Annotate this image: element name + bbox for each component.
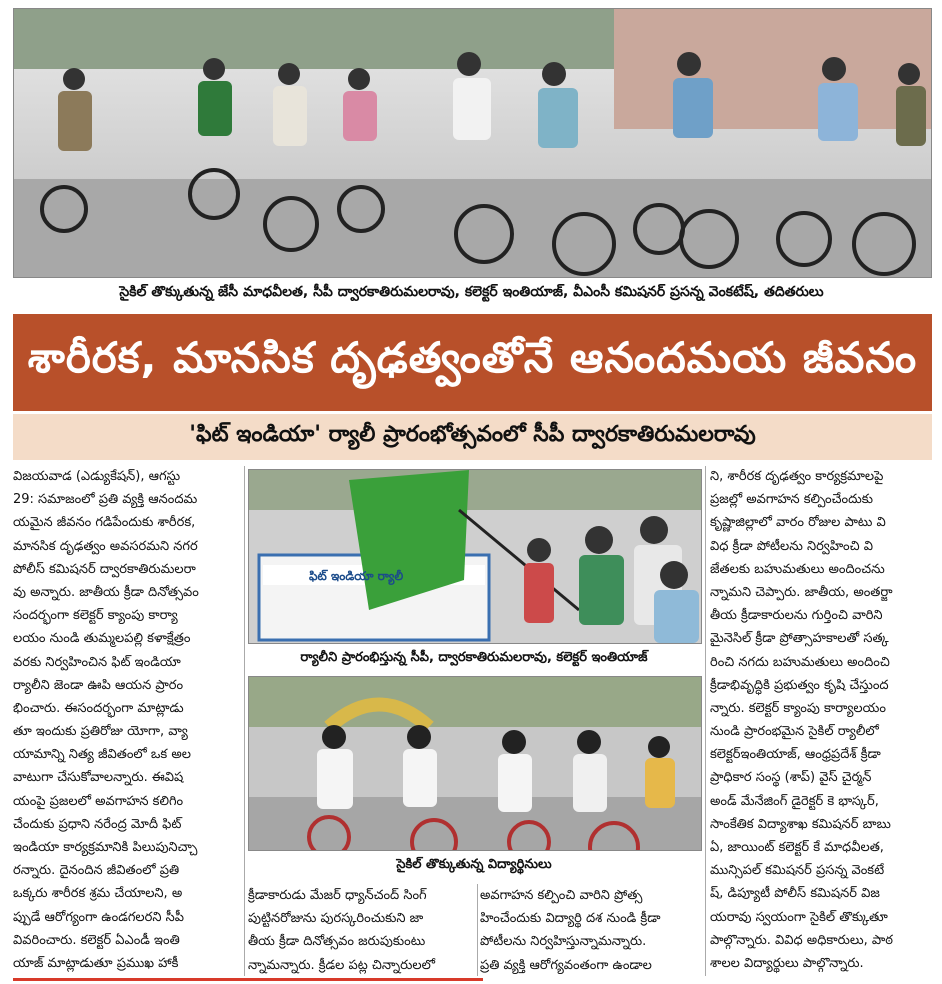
students-cycling-photo xyxy=(248,676,702,851)
article-line: ష్, డిప్యూటీ పోలీస్ కమిషనర్ విజ xyxy=(710,886,880,902)
column-divider xyxy=(477,884,478,976)
article-line: ఏ, జాయింట్ కలెక్టర్ కే మాధవీలత, xyxy=(710,840,884,855)
article-line: భించారు. ఈసందర్భంగా మాట్లాడు xyxy=(13,700,184,716)
article-line: తూ ఇందుకు ప్రతిరోజు యోగా, వ్యా xyxy=(13,724,188,740)
article-line: క్రీడాభివృద్ధికి ప్రభుత్వం కృషి చేస్తుంద xyxy=(710,677,889,693)
article-line: యరావు స్వయంగా సైకిల్ తొక్కుతూ xyxy=(710,909,888,925)
flag-off-banner-text: ఫిట్ ఇండియా ర్యాలీ xyxy=(309,569,404,583)
article-line: వరకు నిర్వహించిన ఫిట్ ఇండియా xyxy=(13,654,181,670)
article-line: క్రీడాకారుడు మేజర్ ధ్యాన్‌చంద్ సింగ్ xyxy=(248,888,427,903)
accent-underline xyxy=(13,978,483,981)
article-line: ని, శారీరక దృఢత్వం కార్యక్రమాలపై xyxy=(710,469,884,484)
article-column-mid-b xyxy=(480,884,702,977)
article-line: విజయవాడ (ఎడ్యుకేషన్), ఆగస్టు xyxy=(13,469,181,484)
article-column-right xyxy=(710,465,932,975)
article-line: పాల్గొన్నారు. వివిధ అధికారులు, పాఠ xyxy=(710,932,893,948)
headline-banner xyxy=(13,314,932,411)
article-line: ఇండియా కార్యక్రమానికి పిలుపునిచ్చా xyxy=(13,840,198,855)
article-line: పోలీస్ కమిషనర్ ద్వారకాతిరుమలరా xyxy=(13,561,196,577)
article-column-left xyxy=(13,465,241,975)
subheadline-band xyxy=(13,414,932,460)
article-line: కృష్ణాజిల్లాలో వారం రోజుల పాటు వి xyxy=(710,515,886,531)
top-photo-caption: సైకిల్ తొక్కుతున్న జేసీ మాధవీలత, సీపీ ద్వారకాతిరుమలరావు, కలెక్టర్ ఇంతియాజ్, వీఎంసీ కమిషనర్ ప్రసన్న వెంకటేష్, తదితరులు xyxy=(119,284,824,300)
article-line: ప్రాధికార సంస్థ (శాప్) వైస్ చైర్మన్ xyxy=(710,770,872,786)
article-line: రించి నగదు బహుమతులు అందించి xyxy=(710,654,890,670)
article-line: న్నామని చెప్పారు. జాతీయ, అంతర్జా xyxy=(710,584,893,600)
article-line: విధ క్రీడా పోటీలను నిర్వహించి వి xyxy=(710,538,873,554)
article-line: కలెక్టర్‌ఇంతియాజ్, ఆంధ్రప్రదేశ్ క్రీడా xyxy=(710,747,881,763)
article-line: శాలల విద్యార్థులు పాల్గొన్నారు. xyxy=(710,955,864,971)
flag-off-photo-icon xyxy=(249,470,701,643)
headline: శారీరక, మానసిక దృఢత్వంతోనే ఆనందమయ జీవనం xyxy=(27,332,918,382)
article-line: ప్రతి వ్యక్తి ఆరోగ్యవంతంగా ఉండాల xyxy=(480,957,652,973)
article-line: యాజ్ మాట్లాడుతూ ప్రముఖ హాకీ xyxy=(13,955,179,971)
article-line: ప్రజల్లో అవగాహన కల్పించేందుకు xyxy=(710,492,874,508)
article-line: హించేందుకు విద్యార్థి దశ నుండి క్రీడా xyxy=(480,911,661,927)
article-line: 29: సమాజంలో ప్రతి వ్యక్తి ఆనందమ xyxy=(13,492,198,508)
article-line: న్నారు. కలెక్టర్ క్యాంపు కార్యాలయం xyxy=(710,700,886,716)
students-cycling-photo-icon xyxy=(249,677,701,850)
article-line: యామాన్ని నిత్య జీవితంలో ఒక అల xyxy=(13,747,191,763)
article-line: ర్యాలీని జెండా ఊపి ఆయన ప్రారం xyxy=(13,677,184,693)
article-line: అవగాహన కల్పించి వారిని ప్రోత్స xyxy=(480,888,643,903)
article-line: నుండి ప్రారంభమైన సైకిల్ ర్యాలీలో xyxy=(710,724,879,740)
article-line: చేందుకు ప్రధాని నరేంద్ర మోదీ ఫిట్ xyxy=(13,816,182,832)
article-line: మానసిక దృఢత్వం అవసరమని నగర xyxy=(13,538,198,554)
top-cycling-photo xyxy=(13,8,932,278)
students-photo-caption: సైకిల్ తొక్కుతున్న విద్యార్థినులు xyxy=(396,857,552,872)
article-line: రన్నారు. దైనందిన జీవితంలో ప్రతి xyxy=(13,863,180,879)
cycling-rally-photo-icon xyxy=(14,9,931,277)
column-divider xyxy=(244,466,245,976)
article-column-mid-a xyxy=(248,884,474,977)
article-line: వివరించారు. కలెక్టర్ ఏఎండీ ఇంతి xyxy=(13,932,180,948)
subheadline: 'ఫిట్ ఇండియా' ర్యాలీ ప్రారంభోత్సవంలో సీపీ ద్వారకాతిరుమలరావు xyxy=(189,422,756,447)
flag-off-photo xyxy=(248,469,702,644)
article-line: న్నామన్నారు. క్రీడల పట్ల చిన్నారులలో xyxy=(248,957,435,973)
article-line: జేతలకు బహుమతులు అందించను xyxy=(710,561,885,577)
article-line: మున్సిపల్ కమిషనర్ ప్రసన్న వెంకటే xyxy=(710,863,885,879)
article-line: ప్పుడే ఆరోగ్యంగా ఉండగలరని సీపీ xyxy=(13,909,184,925)
article-line: పోటీలను నిర్వహిస్తున్నామన్నారు. xyxy=(480,934,647,950)
article-line: వు అన్నారు. జాతీయ క్రీడా దినోత్సవం xyxy=(13,584,199,600)
article-line: సాంకేతిక విద్యాశాఖ కమిషనర్ బాబు xyxy=(710,816,891,832)
flag-off-photo-caption: ర్యాలీని ప్రారంభిస్తున్న సీపీ, ద్వారకాతిరుమలరావు, కలెక్టర్ ఇంతియాజ్ xyxy=(300,650,648,665)
article-line: మైనెసిల్ క్రీడా ప్రోత్సాహకాలతో సత్క xyxy=(710,631,889,647)
column-divider xyxy=(705,466,706,976)
article-line: తీయ క్రీడా దినోత్సవం జరుపుకుంటు xyxy=(248,934,426,950)
article-line: ఒక్కరు శారీరక శ్రమ చేయాలని, అ xyxy=(13,886,183,902)
article-line: యమైన జీవనం గడిపేందుకు శారీరక, xyxy=(13,515,196,531)
article-line: యంపై ప్రజలలో అవగాహన కలిగిం xyxy=(13,793,184,809)
article-line: పుట్టినరోజును పురస్కరించుకుని జా xyxy=(248,911,424,927)
article-line: అండ్ మేనేజింగ్ డైరెక్టర్ కె భాస్కర్, xyxy=(710,793,879,809)
article-line: సందర్భంగా కలెక్టర్ క్యాంపు కార్యా xyxy=(13,608,178,624)
article-line: తీయ క్రీడాకారులను గుర్తించి వారిని xyxy=(710,608,883,624)
article-line: లయం నుండి తుమ్మలపల్లి కళాక్షేత్రం xyxy=(13,631,191,647)
article-line: వాటుగా చేసుకోవాలన్నారు. ఈవిష xyxy=(13,770,184,786)
